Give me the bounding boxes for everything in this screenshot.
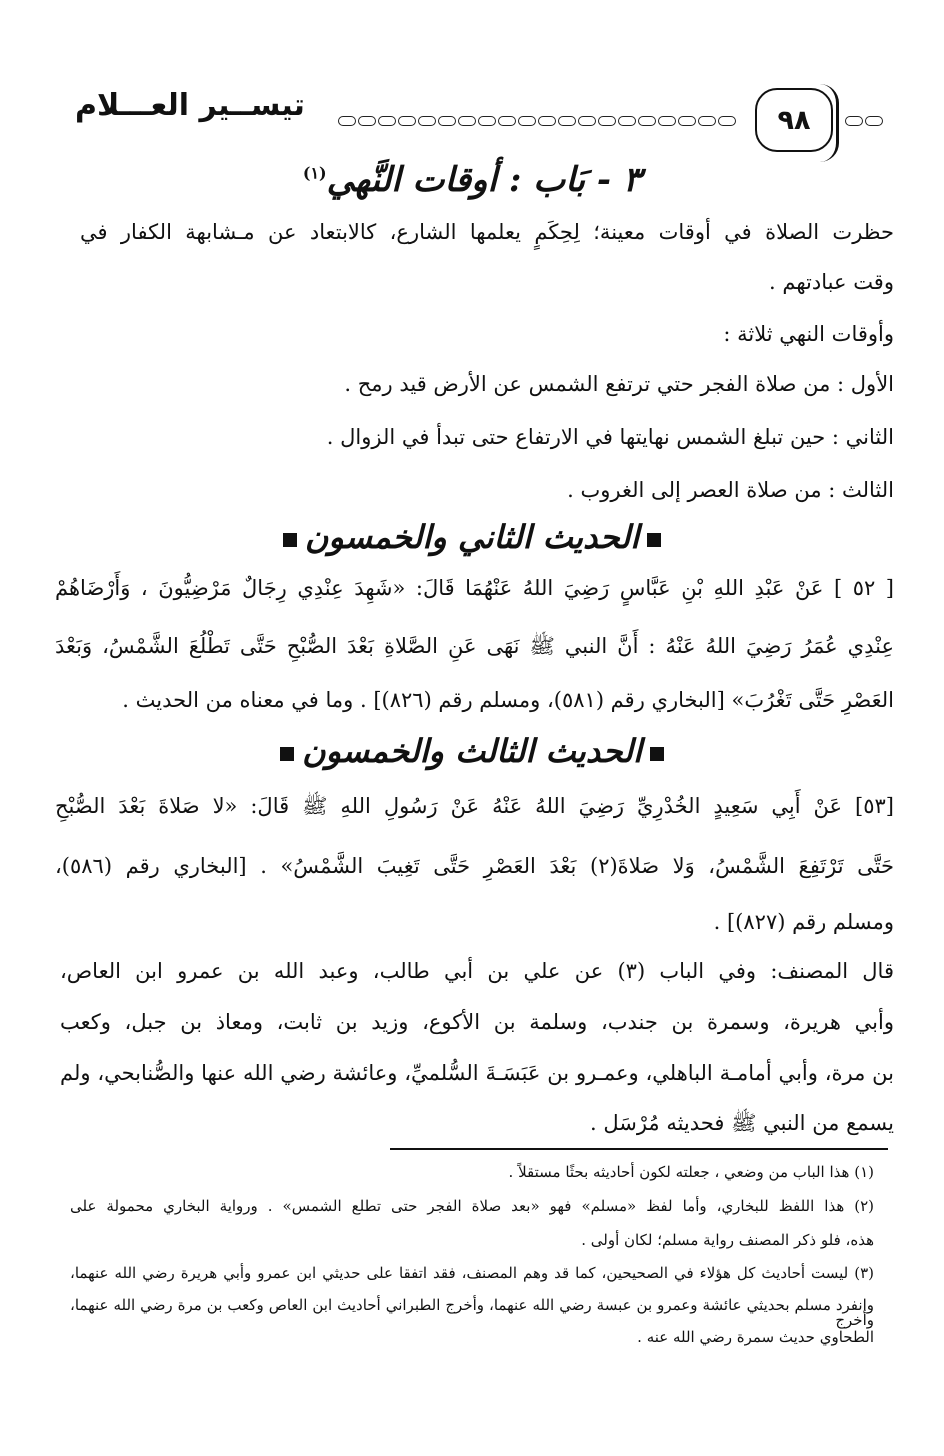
- author-line: قال المصنف: وفي الباب (٣) عن علي بن أبي طالب، وعبد الله بن عمرو ابن العاص،: [60, 959, 894, 983]
- footnote-ref: (١): [302, 163, 327, 183]
- time-item: الثالث : من صلاة العصر إلى الغروب .: [567, 478, 894, 502]
- hadith-line: [٥٣] عَنْ أَبِي سَعِيدٍ الخُدْرِيِّ رَضِيَ اللهُ عَنْهُ عَنْ رَسُولِ اللهِ ﷺ قَالَ: «لا صَلاةَ بَعْدَ الصُّبْحِ: [55, 794, 894, 818]
- time-item: الأول : من صلاة الفجر حتي ترتفع الشمس عن الأرض قيد رمح .: [344, 372, 894, 396]
- decorative-chain: [338, 116, 736, 128]
- author-line: بن مرة، وأبي أمامـة الباهلي، وعمـرو بن عَبَسَـةَ السُّلميِّ، وعائشة رضي الله عنها والصُّنابحي، ولم: [60, 1061, 894, 1085]
- decorative-chain-right: [845, 116, 883, 128]
- chapter-title: [0, 160, 944, 200]
- footnote: (٣) ليست أحاديث كل هؤلاء في الصحيحين، كما قد وهم المصنف، فقد اتفقا على حديثي ابن عمرو وأبي هريرة رضي الله عنهما،: [70, 1264, 874, 1282]
- author-line: يسمع من النبي ﷺ فحديثه مُرْسَل .: [589, 1111, 894, 1135]
- footnote-divider: [390, 1148, 888, 1150]
- square-bullet-icon: [283, 533, 297, 547]
- hadith-line: عِنْدِي عُمَرُ رَضِيَ اللهُ عَنْهُ : أَنَّ النبي ﷺ نَهَى عَنِ الصَّلاةِ بَعْدَ الصُّبْحِ حَتَّى تَطْلُعَ الشَّمْسُ، وَبَعْدَ: [55, 634, 894, 658]
- square-bullet-icon: [650, 747, 664, 761]
- times-intro: وأوقات النهي ثلاثة :: [723, 322, 894, 346]
- footnote: الطحاوي حديث سمرة رضي الله عنه .: [637, 1328, 874, 1346]
- page-number: ٩٨: [755, 88, 833, 152]
- hadith-line: حَتَّى تَرْتَفِعَ الشَّمْسُ، وَلا صَلاةَ(٢) بَعْدَ العَصْرِ حَتَّى تَغِيبَ الشَّمْسُ» . [البخاري رقم (٥٨٦)،: [55, 854, 895, 878]
- square-bullet-icon: [280, 747, 294, 761]
- footnote: (٢) هذا اللفظ للبخاري، وأما لفظ «مسلم» فهو «بعد صلاة الفجر حتى تطلع الشمس» . ورواية البخاري محمولة على: [70, 1197, 874, 1215]
- chapter-title-text: ٣ - بَاب : أوقات النَّهي: [326, 160, 642, 200]
- intro-line: وقت عبادتهم .: [769, 270, 894, 294]
- hadith-heading: الحديث الثالث والخمسون: [0, 732, 944, 770]
- square-bullet-icon: [647, 533, 661, 547]
- hadith-line: [ ٥٢ ] عَنْ عَبْدِ اللهِ بْنِ عَبَّاسٍ رَضِيَ اللهُ عَنْهُمَا قَالَ: «شَهِدَ عِنْدِي رِجَالٌ مَرْضِيُّونَ ، وَأَرْضَاهُمْ: [55, 576, 894, 600]
- page-header: [55, 78, 895, 158]
- book-title: تيســير العـــلام: [75, 88, 305, 123]
- footnote: وانفرد مسلم بحديثي عائشة وعمرو بن عبسة رضي الله عنهما، وأخرج الطبراني أحاديث ابن العاص وكعب بن مرة رضي الله عنهما، وأخرج: [70, 1296, 874, 1329]
- time-item: الثاني : حين تبلغ الشمس نهايتها في الارتفاع حتى تبدأ في الزوال .: [326, 425, 894, 449]
- intro-line: حظرت الصلاة في أوقات معينة؛ لِحِكَمٍ يعلمها الشارع، كالابتعاد عن مـشابهة الكفار في: [80, 220, 894, 244]
- hadith-line: العَصْرِ حَتَّى تَغْرُبَ» [البخاري رقم (٥٨١)، ومسلم رقم (٨٢٦)] . وما في معناه من الحديث .: [122, 688, 894, 712]
- footnote: (١) هذا الباب من وضعي ، جعلته لكون أحاديثه بحثًا مستقلاً .: [508, 1163, 874, 1181]
- hadith-heading: الحديث الثاني والخمسون: [0, 518, 944, 556]
- footnote: هذه، فلو ذكر المصنف رواية مسلم؛ لكان أولى .: [581, 1231, 874, 1249]
- author-line: وأبي هريرة، وسمرة بن جندب، وسلمة بن الأكوع، وزيد بن ثابت، ومعاذ بن جبل، وكعب: [60, 1010, 894, 1034]
- hadith-line: ومسلم رقم (٨٢٧)] .: [713, 910, 894, 934]
